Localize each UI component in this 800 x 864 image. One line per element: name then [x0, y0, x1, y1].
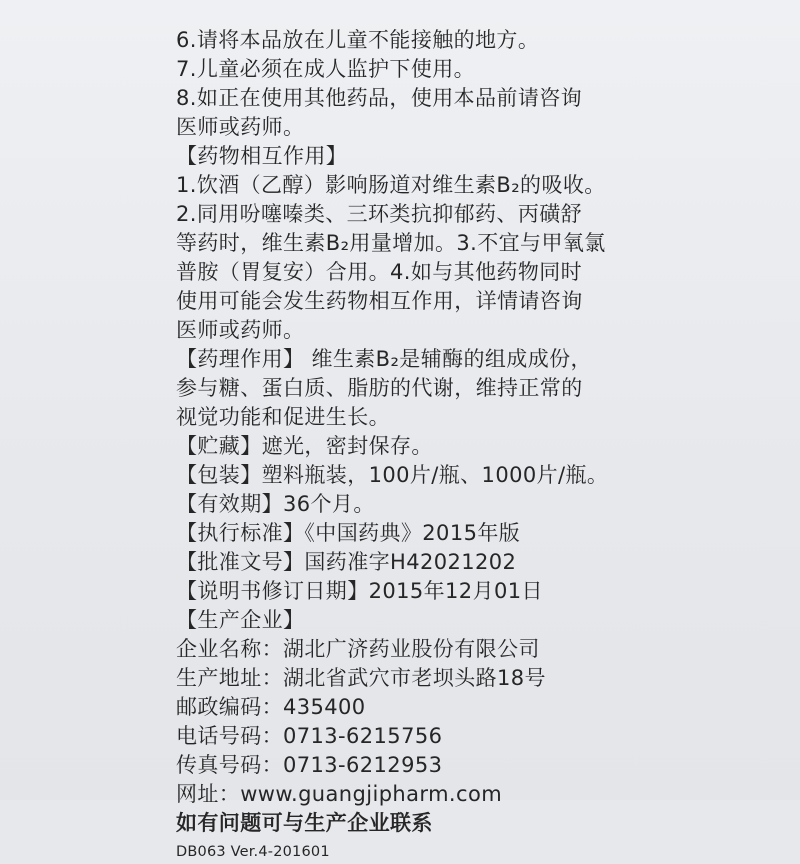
postal-code-line: 邮政编码：435400 [176, 695, 366, 719]
storage-line: 【贮藏】遮光，密封保存。 [176, 434, 433, 458]
pharmacology-line-2: 参与糖、蛋白质、脂肪的代谢，维持正常的 [176, 376, 583, 400]
revision-date-line: 【说明书修订日期】2015年12月01日 [176, 579, 543, 603]
leaflet-text-column [176, 26, 646, 864]
interaction-line-5: 使用可能会发生药物相互作用，详情请咨询 [176, 289, 583, 313]
interaction-line-1: 1.饮酒（乙醇）影响肠道对维生素B₂的吸收。 [176, 173, 606, 197]
warning-line-8: 8.如正在使用其他药品，使用本品前请咨询 [176, 86, 583, 110]
interaction-line-3: 等药时，维生素B₂用量增加。3.不宜与甲氧氯 [176, 231, 606, 255]
website-line: 网址：www.guangjipharm.com [176, 782, 503, 806]
warning-line-6: 6.请将本品放在儿童不能接触的地方。 [176, 28, 540, 52]
interaction-line-6: 医师或药师。 [176, 318, 305, 342]
warning-line-8-cont: 医师或药师。 [176, 115, 305, 139]
interaction-line-4: 普胺（胃复安）合用。4.如与其他药物同时 [176, 260, 583, 284]
pharmacology-line-3: 视觉功能和促进生长。 [176, 405, 390, 429]
section-heading-interactions: 【药物相互作用】 [176, 144, 348, 168]
phone-line: 电话号码：0713-6215756 [176, 724, 443, 748]
section-heading-manufacturer: 【生产企业】 [176, 608, 305, 632]
shelf-life-line: 【有效期】36个月。 [176, 492, 375, 516]
fax-line: 传真号码：0713-6212953 [176, 753, 443, 777]
interaction-line-2: 2.同用吩噻嗪类、三环类抗抑郁药、丙磺舒 [176, 202, 583, 226]
company-name-line: 企业名称：湖北广济药业股份有限公司 [176, 637, 540, 661]
warning-line-7: 7.儿童必须在成人监护下使用。 [176, 57, 476, 81]
standard-line: 【执行标准】《中国药典》2015年版 [176, 521, 521, 545]
contact-note: 如有问题可与生产企业联系 [176, 811, 433, 835]
approval-number-line: 【批准文号】国药准字H42021202 [176, 550, 517, 574]
pharmacology-line-1: 【药理作用】 维生素B₂是辅酶的组成成份， [176, 347, 592, 371]
document-code: DB063 Ver.4-201601 [176, 844, 330, 860]
company-address-line: 生产地址：湖北省武穴市老坝头路18号 [176, 666, 546, 690]
packaging-line: 【包装】塑料瓶装，100片/瓶、1000片/瓶。 [176, 463, 609, 487]
